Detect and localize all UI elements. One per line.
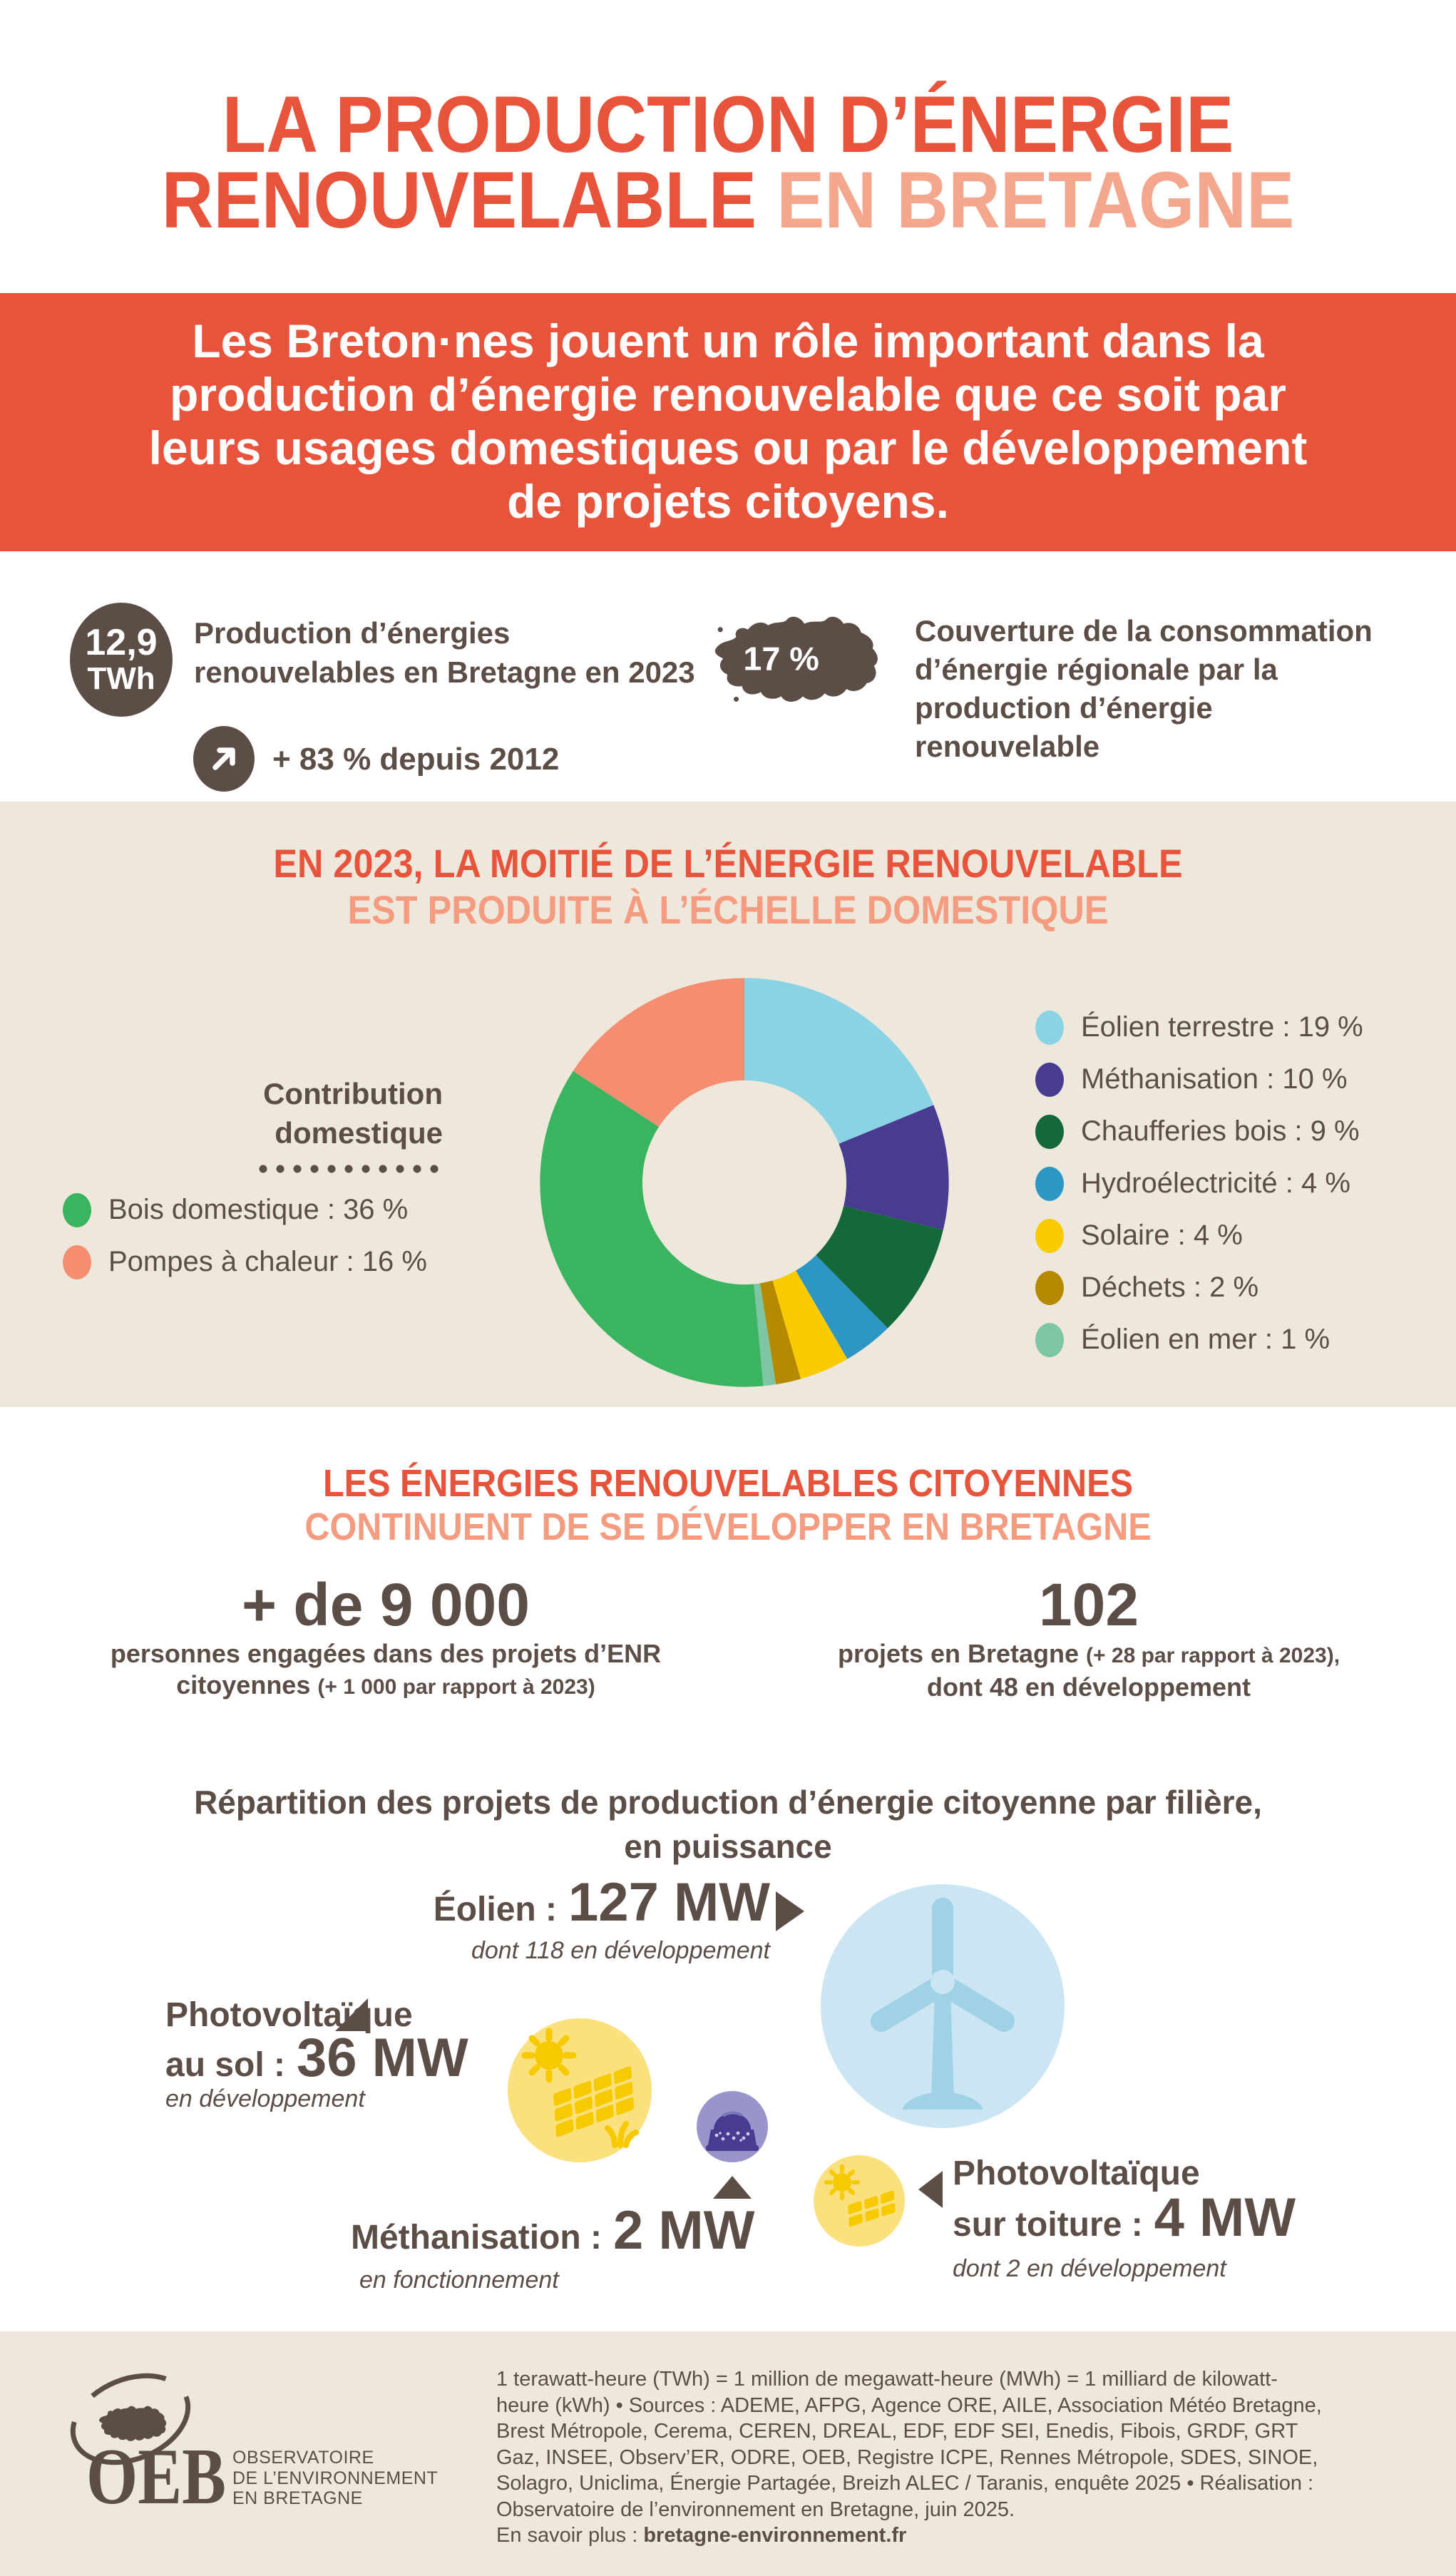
production-desc-line: renouvelables en Bretagne en 2023 (194, 655, 695, 689)
oeb-logo-line: DE L’ENVIRONNEMENT (232, 2468, 439, 2488)
legend-item (1035, 1157, 1363, 1210)
footer-line: Observatoire de l’environnement en Bretagne, juin 2025. (496, 2498, 1015, 2521)
citizen-right-desc (789, 1638, 1388, 1703)
wind-stat (433, 1872, 770, 1933)
legend-label: Hydroélectricité : 4 % (1081, 1167, 1350, 1199)
legend-label: Déchets : 2 % (1081, 1272, 1259, 1303)
citizen-right-desc-line2: dont 48 en développement (926, 1672, 1251, 1702)
citizen-left-desc-line2-small: (+ 1 000 par rapport à 2023) (317, 1675, 595, 1699)
production-stat-badge (70, 603, 173, 717)
oeb-logo-text (232, 2448, 438, 2509)
legend-dot-methanisation (1035, 1063, 1064, 1097)
growth-arrow-icon (193, 726, 255, 792)
oeb-logo-line: EN BRETAGNE (232, 2488, 363, 2508)
citizen-right-number: 102 (1038, 1571, 1139, 1638)
coverage-desc-line: Couverture de la consommation (915, 614, 1373, 648)
legend-item (1035, 1314, 1363, 1366)
solar-ground-bubble (508, 2018, 652, 2162)
donut-center-label-line: Contribution (263, 1077, 443, 1110)
page-title-line1 (73, 80, 1383, 169)
legend-item (1035, 1210, 1363, 1262)
methanisation-value: 2 MW (613, 2200, 755, 2261)
solar-ground-label1: Photovoltaïque (165, 1996, 413, 2034)
domestic-donut-chart (535, 973, 953, 1391)
citizen-right-desc-line1: projets en Bretagne (837, 1639, 1087, 1668)
footer-line: heure (kWh) • Sources : ADEME, AFPG, Agence ORE, AILE, Association Météo Bretagne, (496, 2393, 1322, 2417)
citizen-title-line1: LES ÉNERGIES RENOUVELABLES CITOYENNES (322, 1462, 1133, 1505)
solar-ground-note: en développement (165, 2085, 365, 2112)
biogas-dome-icon (697, 2091, 768, 2162)
footer-line: 1 terawatt-heure (TWh) = 1 million de megawatt-heure (MWh) = 1 milliard de kilowatt- (496, 2368, 1278, 2391)
wind-bubble (821, 1884, 1065, 2128)
page-title-strong: RENOUVELABLE (161, 155, 777, 245)
footer-more-label: En savoir plus : (496, 2524, 644, 2547)
legend-left (63, 1184, 427, 1288)
footer-website-link[interactable]: bretagne-environnement.fr (643, 2524, 907, 2547)
banner-line: Les Breton·nes jouent un rôle important dans la (192, 315, 1264, 367)
citizen-left-desc-line2: citoyennes (176, 1670, 318, 1700)
banner-line: leurs usages domestiques ou par le développement (148, 421, 1308, 474)
growth-text: + 83 % depuis 2012 (272, 742, 560, 777)
footer-credits (496, 2366, 1402, 2549)
banner-line: de projets citoyens. (507, 475, 949, 528)
legend-label: Solaire : 4 % (1081, 1220, 1243, 1251)
legend-dot-chaufferies-bois (1035, 1115, 1064, 1149)
legend-dot-bois-domestique (63, 1193, 91, 1227)
page-title-light: EN BRETAGNE (776, 155, 1295, 245)
legend-right (1035, 1001, 1363, 1366)
legend-label: Chaufferies bois : 9 % (1081, 1115, 1360, 1147)
coverage-desc-line: production d’énergie renouvelable (915, 691, 1213, 763)
solar-ground-icon (508, 2018, 652, 2162)
oeb-acronym: OEB (86, 2433, 226, 2521)
coverage-desc (915, 612, 1400, 766)
citizen-right-desc-line1-small: (+ 28 par rapport à 2023), (1086, 1644, 1340, 1667)
donut-center-label-line: domestique (275, 1116, 443, 1150)
footer-more-line (496, 2523, 1402, 2549)
legend-item (1035, 1001, 1363, 1053)
production-value: 12,9 (85, 622, 158, 663)
legend-label: Éolien terrestre : 19 % (1081, 1011, 1363, 1043)
projects-title-line2: en puissance (624, 1828, 832, 1865)
wind-value: 127 MW (568, 1872, 770, 1933)
solar-roof-pointer-icon (918, 2171, 943, 2208)
page-title-line2 (73, 155, 1383, 245)
solar-roof-note: dont 2 en développement (953, 2255, 1226, 2282)
production-desc-line: Production d’énergies (194, 616, 511, 650)
solar-roof-bubble (814, 2155, 905, 2247)
domestic-title-line1: EN 2023, LA MOITIÉ DE L’ÉNERGIE RENOUVELABLE (273, 841, 1183, 886)
solar-ground-stat (165, 2028, 468, 2088)
wind-turbine-icon (821, 1884, 1065, 2128)
solar-roof-label2: sur toiture : (953, 2206, 1143, 2244)
wind-label: Éolien : (433, 1891, 558, 1928)
production-unit: TWh (87, 661, 155, 696)
projects-title-line1: Répartition des projets de production d’énergie citoyenne par filière, (194, 1784, 1262, 1821)
brittany-map-icon (712, 603, 886, 716)
wind-pointer-icon (776, 1891, 804, 1931)
footer-line: Gaz, INSEE, Observ’ER, ODRE, OEB, Registre ICPE, Rennes Métropole, SDES, SINOE, (496, 2445, 1318, 2469)
solar-roof-value: 4 MW (1154, 2187, 1296, 2248)
wind-note: dont 118 en développement (471, 1937, 770, 1964)
footer-line: Brest Métropole, Cerema, CEREN, DREAL, EDF, EDF SEI, Enedis, Fibois, GRDF, GRT (496, 2420, 1298, 2443)
legend-item (63, 1184, 427, 1236)
legend-label: Bois domestique : 36 % (108, 1194, 409, 1225)
citizen-title-line2: CONTINUENT DE SE DÉVELOPPER EN BRETAGNE (304, 1506, 1152, 1548)
solar-roof-stat (953, 2187, 1296, 2248)
donut-center-label (143, 1074, 443, 1175)
domestic-title-line2: EST PRODUITE À L’ÉCHELLE DOMESTIQUE (347, 887, 1109, 932)
solar-ground-pointer-icon (335, 1998, 368, 2031)
methanisation-label: Méthanisation : (351, 2219, 603, 2256)
legend-item (1035, 1262, 1363, 1314)
solar-ground-value: 36 MW (297, 2028, 468, 2088)
legend-dot-hydroelectricite (1035, 1167, 1064, 1201)
citizen-left-number: + de 9 000 (242, 1571, 530, 1638)
intro-banner (0, 293, 1456, 551)
legend-dot-eolien-terrestre (1035, 1011, 1064, 1045)
legend-item (1035, 1053, 1363, 1105)
legend-dot-pompes-chaleur (63, 1245, 91, 1279)
legend-dot-eolien-mer (1035, 1323, 1064, 1357)
legend-item (63, 1236, 427, 1288)
legend-dot-dechets (1035, 1271, 1064, 1305)
citizen-left-desc-line1: personnes engagées dans des projets d’ENR (110, 1639, 662, 1668)
solar-roof-icon (814, 2155, 905, 2247)
citizen-left-desc (101, 1638, 671, 1703)
solar-ground-label2: au sol : (165, 2046, 286, 2084)
legend-label: Méthanisation : 10 % (1081, 1063, 1348, 1095)
methanisation-stat (351, 2200, 755, 2261)
legend-item (1035, 1105, 1363, 1157)
methanisation-bubble (697, 2091, 768, 2162)
legend-label: Pompes à chaleur : 16 % (108, 1246, 427, 1277)
page-title-text: LA PRODUCTION D’ÉNERGIE (222, 80, 1234, 169)
methanisation-pointer-icon (713, 2176, 752, 2199)
footer-line: Solagro, Uniclima, Énergie Partagée, Breizh ALEC / Taranis, enquête 2025 • Réalisation : (496, 2472, 1314, 2495)
solar-roof-label1: Photovoltaïque (953, 2155, 1200, 2192)
coverage-value: 17 % (743, 640, 819, 678)
oeb-logo-line: OBSERVATOIRE (232, 2448, 374, 2468)
legend-label: Éolien en mer : 1 % (1081, 1324, 1331, 1355)
banner-line: production d’énergie renouvelable que ce soit par (170, 368, 1286, 421)
production-desc (194, 613, 707, 692)
dotted-separator (255, 1162, 443, 1175)
coverage-desc-line: d’énergie régionale par la (915, 653, 1278, 686)
legend-dot-solaire (1035, 1219, 1064, 1253)
methanisation-note: en fonctionnement (359, 2266, 559, 2294)
